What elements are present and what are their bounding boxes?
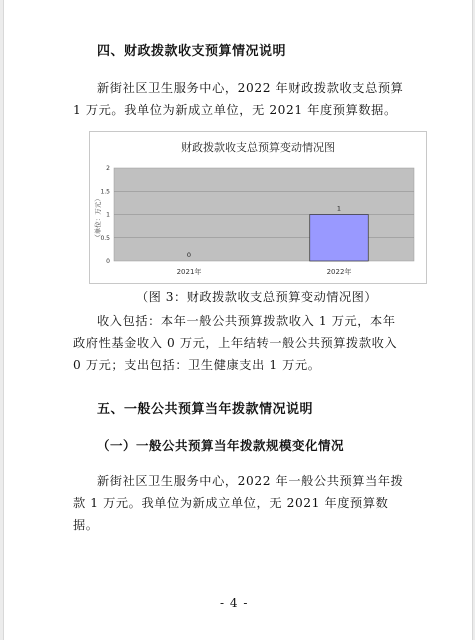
chart-container bbox=[89, 131, 427, 284]
paragraph: 新街社区卫生服务中心，2022 年财政拨款收支总预算 1 万元。我单位为新成立单位，无 2021 年度预算数据。 bbox=[73, 81, 404, 117]
section-heading: 四、财政拨款收支预算情况说明 bbox=[97, 44, 287, 59]
bar-data-label: 0 bbox=[186, 251, 192, 259]
x-tick-label: 2021年 bbox=[176, 268, 202, 276]
y-tick-label: 2 bbox=[106, 165, 110, 172]
y-tick-label: 0.5 bbox=[100, 234, 110, 242]
chart-title: 财政拨款收支总预算变动情况图 bbox=[181, 141, 335, 154]
bar-data-label: 1 bbox=[336, 204, 342, 213]
subsection-heading: （一）一般公共预算当年拨款规模变化情况 bbox=[97, 438, 345, 453]
paragraph: 收入包括：本年一般公共预算拨款收入 1 万元，本年政府性基金收入 0 万元，上年结转一般公共预算拨款收入 0 万元；支出包括：卫生健康支出 1 万元。 bbox=[73, 314, 398, 372]
x-tick-label: 2022年 bbox=[326, 268, 352, 276]
bar bbox=[310, 215, 369, 262]
page-number: - 4 - bbox=[220, 596, 249, 610]
section-heading: 五、一般公共预算当年拨款情况说明 bbox=[97, 402, 314, 417]
y-tick-label: 1 bbox=[106, 211, 110, 219]
y-axis-label: （单位：万元） bbox=[94, 195, 102, 241]
y-tick-label: 0 bbox=[106, 258, 110, 265]
figure-caption: （图 3：财政拨款收支总预算变动情况图） bbox=[136, 290, 378, 304]
paragraph: 新街社区卫生服务中心，2022 年一般公共预算当年拨款 1 万元。我单位为新成立单位，无 2021 年度预算数据。 bbox=[73, 474, 404, 532]
y-tick-label: 1.5 bbox=[100, 188, 110, 196]
bar-chart bbox=[90, 132, 426, 283]
